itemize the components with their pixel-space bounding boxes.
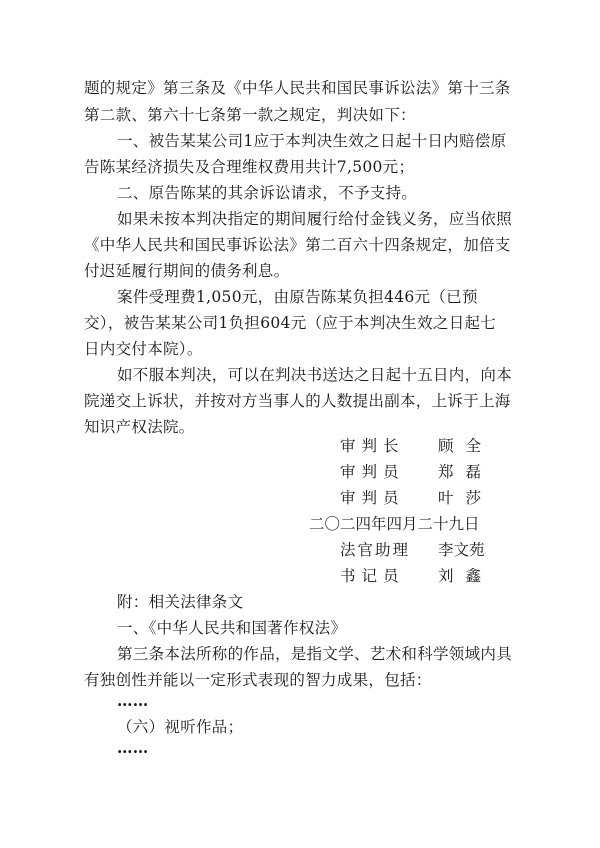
body-line: 如果未按本判决指定的期间履行给付金钱义务，应当依照 [117, 210, 513, 228]
signature-name: 李文苑 [438, 541, 485, 559]
signature-judge-1 [340, 462, 493, 482]
appendix-article-line: 有独创性并能以一定形式表现的智力成果，包括： [84, 671, 432, 689]
appendix-ellipsis: …… [117, 691, 149, 710]
signature-role: 法官助理 [340, 541, 411, 559]
body-line: 如不服本判决，可以在判决书送达之日起十五日内，向本 [117, 366, 513, 384]
signature-role: 书记员 [340, 567, 405, 585]
signature-role: 审判长 [340, 437, 405, 455]
appendix-heading: 附：相关法律条文 [117, 593, 244, 611]
signature-name: 顾全 [438, 437, 494, 455]
appendix-item: （六）视听作品； [117, 718, 244, 736]
judgment-date: 二〇二四年四月二十九日 [309, 515, 480, 533]
signature-chief-judge [340, 436, 493, 456]
appendix-ellipsis: …… [117, 738, 149, 757]
body-line: 知识产权法院。 [84, 418, 195, 436]
body-line: 二、原告陈某的其余诉讼请求，不予支持。 [117, 184, 418, 202]
signature-judge-2 [340, 488, 493, 508]
body-line: 案件受理费1,050元，由原告陈某负担446元（已预 [117, 288, 478, 306]
appendix-law-title: 一、《中华人民共和国著作权法》 [117, 619, 347, 637]
body-line: 交），被告某某公司1负担604元（应于本判决生效之日起七 [84, 314, 497, 332]
signature-clerk [340, 566, 493, 586]
signature-role: 审判员 [340, 463, 405, 481]
body-line: 付迟延履行期间的债务利息。 [84, 262, 290, 280]
body-line: 第二款、第六十七条第一款之规定，判决如下： [84, 106, 416, 124]
body-line: 院递交上诉状，并按对方当事人的人数提出副本，上诉于上海 [84, 392, 511, 410]
body-line: 告陈某经济损失及合理维权费用共计7,500元； [84, 158, 415, 176]
signature-assistant [340, 540, 485, 560]
body-line: 一、被告某某公司1应于本判决生效之日起十日内赔偿原 [117, 132, 507, 150]
signature-name: 刘鑫 [438, 567, 494, 585]
body-line: 题的规定》第三条及《中华人民共和国民事诉讼法》第十三条 [84, 79, 511, 97]
signature-role: 审判员 [340, 489, 405, 507]
signature-name: 郑磊 [438, 463, 494, 481]
signature-name: 叶莎 [438, 489, 494, 507]
appendix-article-line: 第三条本法所称的作品，是指文学、艺术和科学领域内具 [117, 645, 513, 663]
body-line: 日内交付本院）。 [84, 340, 203, 358]
body-line: 《中华人民共和国民事诉讼法》第二百六十四条规定，加倍支 [84, 236, 511, 254]
